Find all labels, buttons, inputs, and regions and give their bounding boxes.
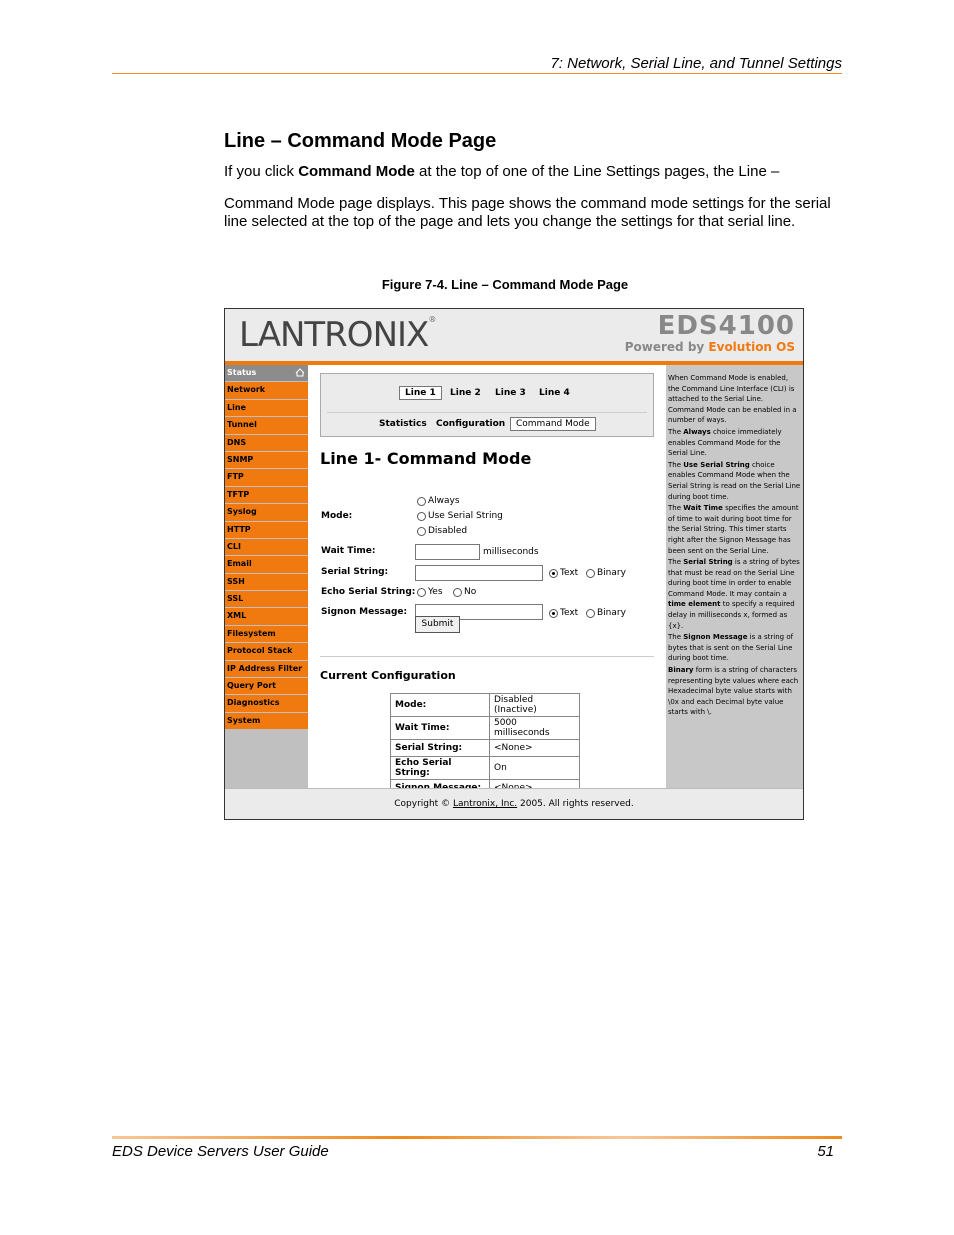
mode-option-disabled[interactable]: Disabled — [417, 526, 467, 536]
serial-string-label: Serial String: — [321, 567, 389, 577]
tabs-divider — [327, 412, 647, 413]
table-row — [391, 740, 580, 757]
table-row — [391, 717, 580, 740]
echo-serial-string-label: Echo Serial String: — [321, 587, 416, 597]
powered-by: Powered by Evolution OS — [624, 340, 795, 354]
tab-statistics[interactable]: Statistics — [379, 419, 427, 429]
config-key: Wait Time: — [391, 717, 490, 740]
radio-icon[interactable] — [417, 588, 426, 597]
help-text: Binary form is a string of characters representing byte values where each Hexadecimal byte value starts with \0x and each Decimal byte value starts with \. — [668, 666, 799, 717]
nav-item-status[interactable]: Status — [225, 365, 308, 382]
nav-item-system[interactable]: System — [225, 713, 308, 730]
nav-item-diagnostics[interactable]: Diagnostics — [225, 695, 308, 712]
serial-string-text-option[interactable]: Text — [549, 568, 578, 578]
help-panel — [666, 365, 803, 788]
config-value: On — [490, 757, 580, 780]
lantronix-link[interactable]: Lantronix, Inc. — [452, 799, 518, 809]
nav-item-query-port[interactable]: Query Port — [225, 678, 308, 695]
mode-option-always[interactable]: Always — [417, 496, 460, 506]
help-text: When Command Mode is enabled, the Command Line Interface (CLI) is attached to the Serial Line. Command Mode can be enabled in a number of ways. — [668, 374, 797, 425]
nav-item-http[interactable]: HTTP — [225, 522, 308, 539]
config-key: Mode: — [391, 694, 490, 717]
description-paragraph: Command Mode page displays. This page shows the command mode settings for the serial line selected at the top of the page and lets you change the settings for that serial line. — [224, 195, 831, 230]
config-key: Serial String: — [391, 740, 490, 757]
radio-icon[interactable] — [417, 527, 426, 536]
mode-option-use-serial-string[interactable]: Use Serial String — [417, 511, 503, 521]
radio-icon[interactable] — [417, 512, 426, 521]
config-value: Disabled (Inactive) — [490, 694, 580, 717]
help-text: The Signon Message is a string of bytes that is sent on the Serial Line during boot time. — [668, 633, 794, 663]
config-value: 5000 milliseconds — [490, 717, 580, 740]
nav-item-protocol-stack[interactable]: Protocol Stack — [225, 643, 308, 660]
nav-item-network[interactable]: Network — [225, 382, 308, 399]
line-tabs-panel — [320, 373, 654, 437]
current-configuration-title: Current Configuration — [320, 669, 456, 682]
nav-item-tftp[interactable]: TFTP — [225, 487, 308, 504]
current-configuration-table — [390, 693, 580, 797]
figure-caption: Figure 7-4. Line – Command Mode Page — [381, 277, 629, 292]
nav-item-xml[interactable]: XML — [225, 608, 308, 625]
tab-line-2[interactable]: Line 2 — [450, 388, 481, 398]
figure-screenshot — [224, 308, 804, 820]
home-icon — [295, 368, 305, 377]
mode-label: Mode: — [321, 511, 353, 521]
radio-selected-icon[interactable] — [549, 609, 558, 618]
lantronix-logo: LANTRONIX® — [239, 315, 436, 355]
section-title: Line – Command Mode Page — [224, 130, 497, 152]
tab-configuration[interactable]: Configuration — [436, 419, 506, 429]
sidebar-nav — [225, 365, 308, 788]
nav-item-line[interactable]: Line — [225, 400, 308, 417]
nav-item-ssh[interactable]: SSH — [225, 574, 308, 591]
nav-item-ftp[interactable]: FTP — [225, 469, 308, 486]
nav-item-syslog[interactable]: Syslog — [225, 504, 308, 521]
running-header: 7: Network, Serial Line, and Tunnel Settings — [550, 55, 842, 72]
footer-title: EDS Device Servers User Guide — [112, 1143, 329, 1160]
nav-item-ssl[interactable]: SSL — [225, 591, 308, 608]
wait-time-unit: milliseconds — [483, 547, 539, 557]
radio-selected-icon[interactable] — [549, 569, 558, 578]
nav-item-snmp[interactable]: SNMP — [225, 452, 308, 469]
help-text: The Wait Time specifies the amount of time to wait during boot time for the Serial String. This timer starts right after the Signon Message has been sent on the Serial Line. — [668, 504, 799, 555]
signon-message-label: Signon Message: — [321, 607, 408, 617]
radio-icon[interactable] — [453, 588, 462, 597]
nav-item-email[interactable]: Email — [225, 556, 308, 573]
product-model: EDS4100 — [657, 311, 795, 341]
serial-string-input[interactable] — [415, 565, 543, 581]
help-text: The Use Serial String choice enables Command Mode when the Serial String is read on the Serial Line during boot time. — [668, 460, 801, 501]
wait-time-label: Wait Time: — [321, 546, 376, 556]
header-rule — [112, 73, 842, 74]
config-value: <None> — [490, 740, 580, 757]
tab-line-1[interactable]: Line 1 — [399, 386, 442, 400]
page-number: 51 — [817, 1143, 834, 1160]
nav-item-tunnel[interactable]: Tunnel — [225, 417, 308, 434]
wait-time-input[interactable] — [415, 544, 480, 560]
submit-button[interactable]: Submit — [415, 616, 460, 633]
nav-item-filesystem[interactable]: Filesystem — [225, 626, 308, 643]
table-row — [391, 694, 580, 717]
tab-line-4[interactable]: Line 4 — [539, 388, 570, 398]
nav-item-cli[interactable]: CLI — [225, 539, 308, 556]
page-title: Line 1- Command Mode — [320, 449, 532, 468]
help-text: The Serial String is a string of bytes that must be read on the Serial Line during boot time in order to enable Command Mode. It may contain a time element to specify a required delay in milliseconds x, formed as {x}. — [668, 558, 800, 630]
radio-icon[interactable] — [586, 609, 595, 618]
web-footer: Copyright © Lantronix, Inc. 2005. All rights reserved. — [225, 788, 803, 819]
intro-paragraph: If you click Command Mode at the top of one of the Line Settings pages, the Line – — [224, 163, 780, 180]
table-row — [391, 757, 580, 780]
echo-no-option[interactable]: No — [453, 587, 476, 597]
config-key: Echo Serial String: — [391, 757, 490, 780]
footer-rule — [112, 1136, 842, 1139]
tab-line-3[interactable]: Line 3 — [495, 388, 526, 398]
serial-string-binary-option[interactable]: Binary — [586, 568, 626, 578]
nav-item-ip-address-filter[interactable]: IP Address Filter — [225, 661, 308, 678]
nav-item-dns[interactable]: DNS — [225, 435, 308, 452]
signon-text-option[interactable]: Text — [549, 608, 578, 618]
web-header — [225, 309, 803, 361]
echo-yes-option[interactable]: Yes — [417, 587, 443, 597]
main-content — [308, 365, 666, 788]
section-divider — [320, 656, 654, 657]
tab-command-mode[interactable]: Command Mode — [510, 417, 596, 431]
signon-binary-option[interactable]: Binary — [586, 608, 626, 618]
product-brand — [625, 311, 795, 354]
help-text: The Always choice immediately enables Command Mode for the Serial Line. — [668, 427, 782, 458]
radio-icon[interactable] — [586, 569, 595, 578]
radio-icon[interactable] — [417, 497, 426, 506]
